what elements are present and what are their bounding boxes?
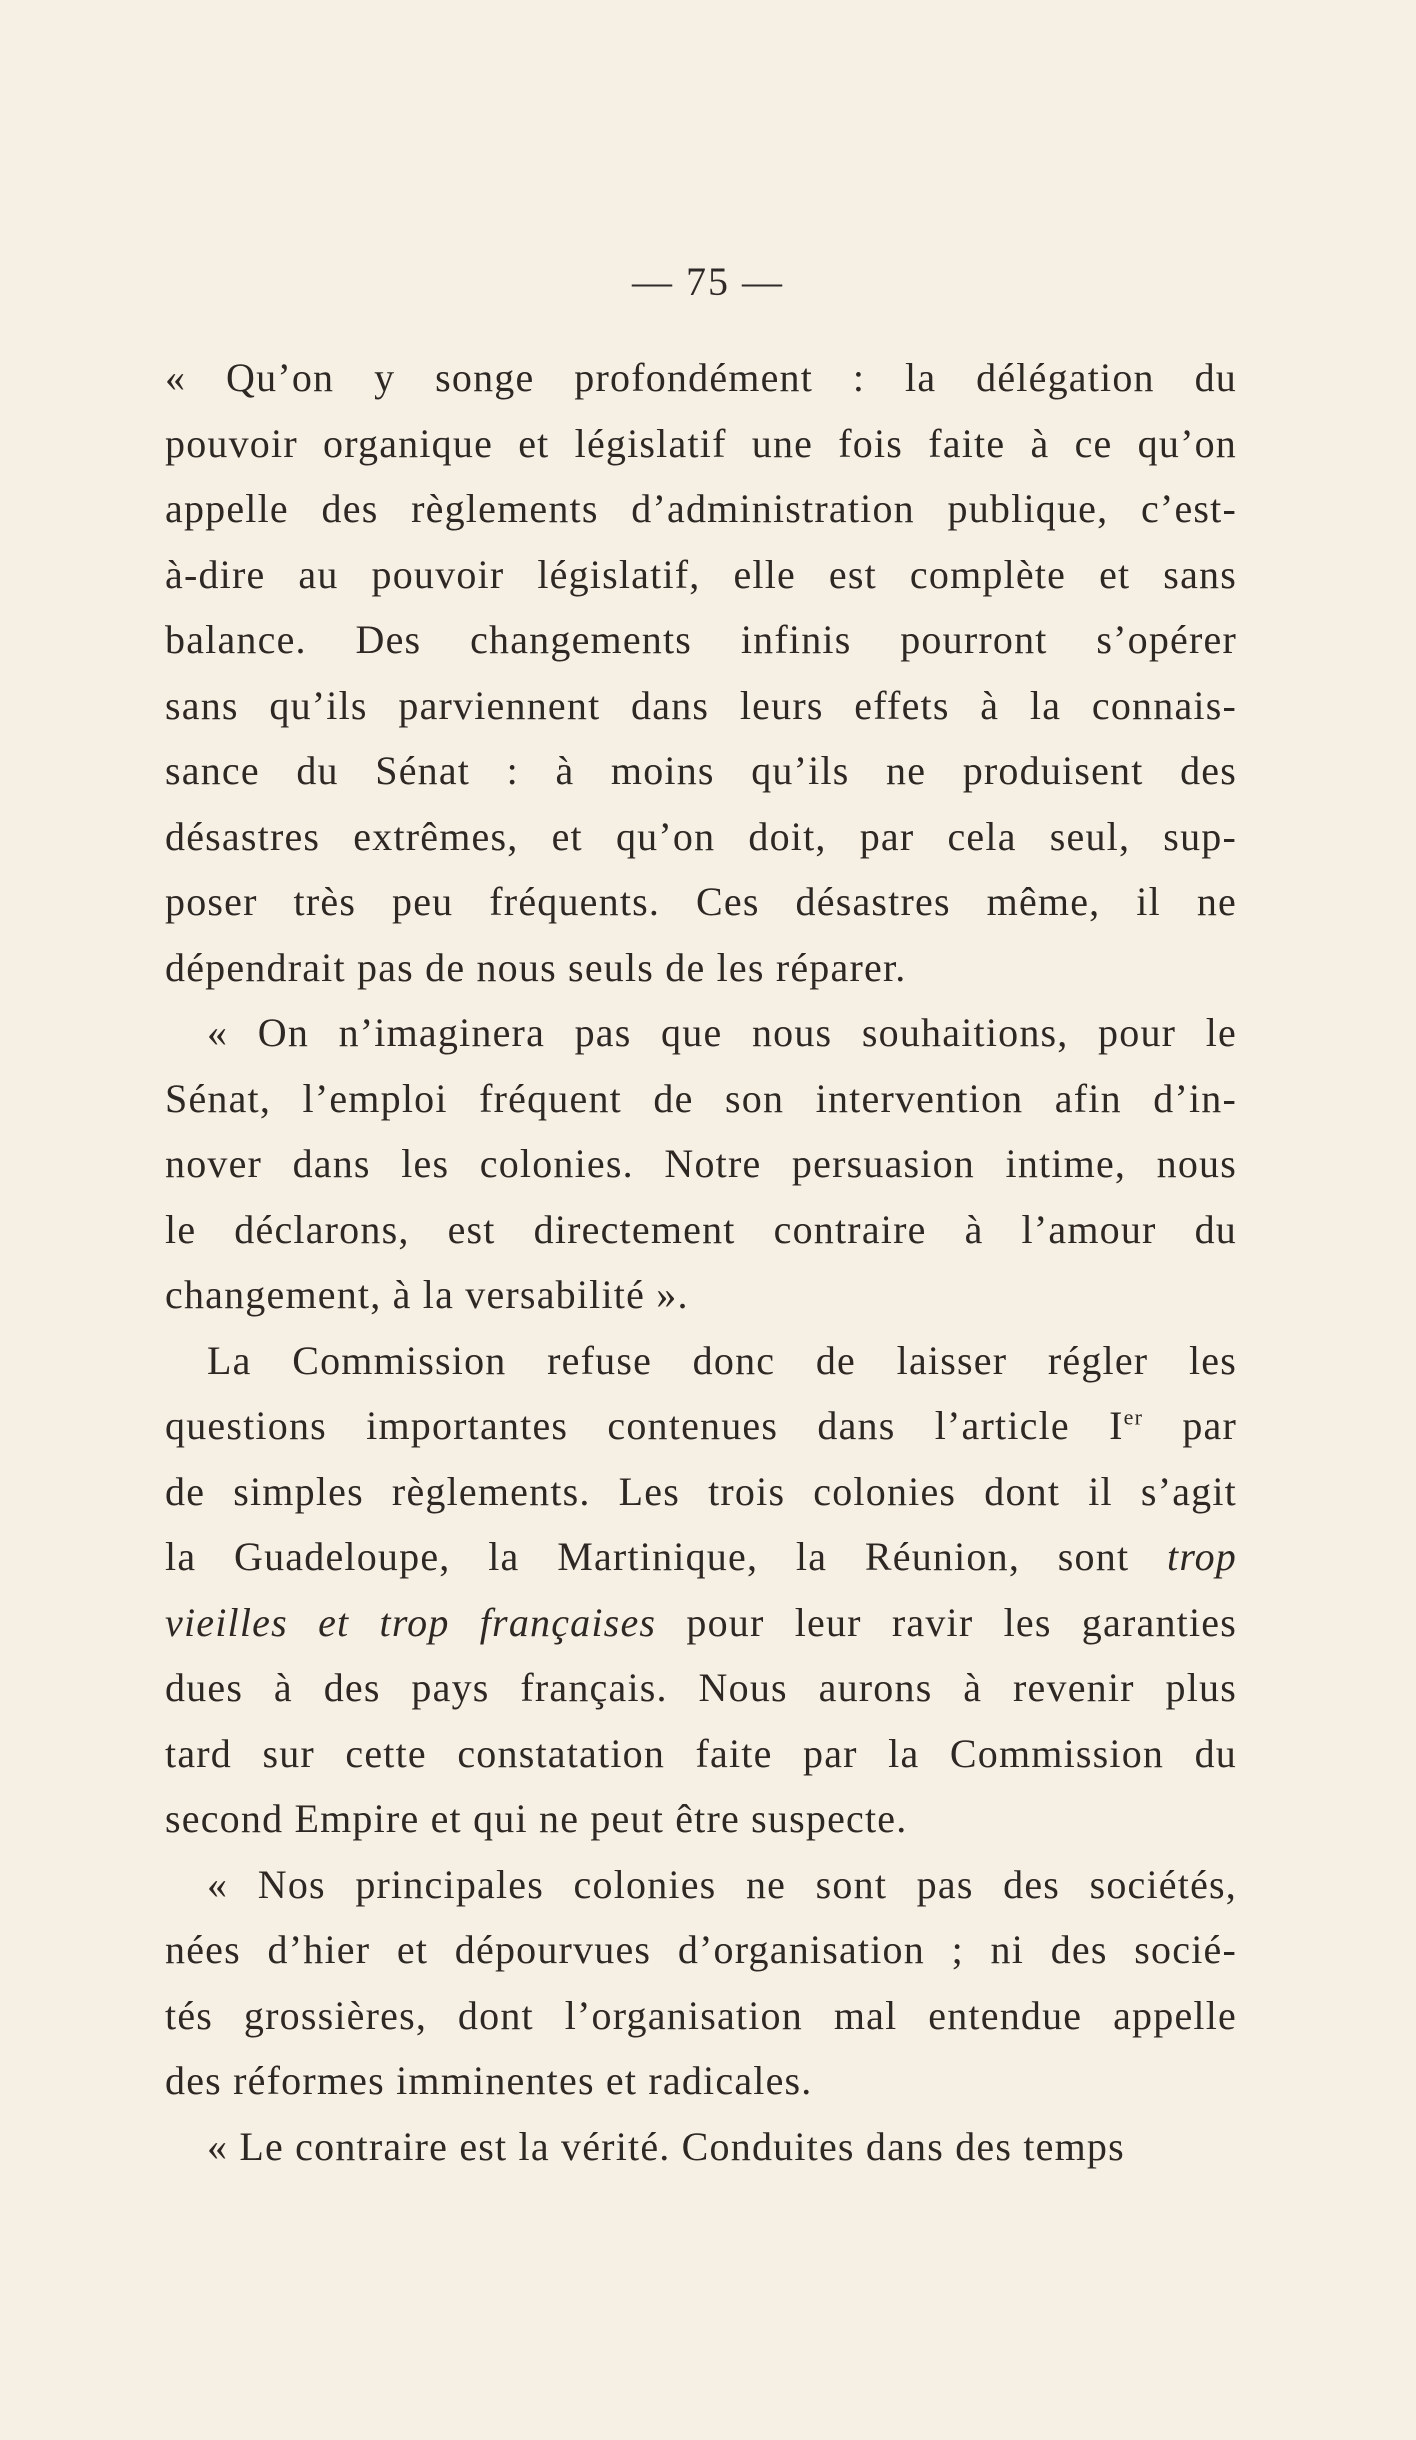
text-line-2: pouvoir organique et législatif une fois faite à ce qu’on bbox=[165, 420, 1237, 466]
text-line-4: à-dire au pouvoir législatif, elle est complète et sans bbox=[165, 551, 1237, 597]
text-line-24: « Nos principales colonies ne sont pas des sociétés, bbox=[207, 1861, 1237, 1907]
text-line-23: second Empire et qui ne peut être suspecte. bbox=[165, 1796, 908, 1841]
text-line-11: « On n’imaginera pas que nous souhaitions, pour le bbox=[207, 1010, 1237, 1055]
text-line-25: nées d’hier et dépourvues d’organisation ; ni des socié- bbox=[165, 1927, 1237, 1972]
text-line-17-end: par bbox=[1143, 1403, 1238, 1448]
text-line-18: de simples règlements. Les trois colonies dont il s’agit bbox=[165, 1468, 1237, 1514]
text-line-27: des réformes imminentes et radicales. bbox=[165, 2058, 813, 2103]
text-line-20-italic: vieilles et trop françaises bbox=[165, 1599, 657, 1645]
text-line-14: le déclarons, est directement contraire à l’amour du bbox=[165, 1206, 1237, 1252]
page-number: — 75 — bbox=[632, 259, 784, 304]
text-line-19 bbox=[165, 1524, 1237, 1590]
text-line-20 bbox=[165, 1590, 1237, 1656]
text-line-6: sans qu’ils parviennent dans leurs effets à la connais- bbox=[165, 682, 1237, 728]
superscript-er: er bbox=[1123, 1404, 1144, 1430]
text-line-12: Sénat, l’emploi fréquent de son intervention afin d’in- bbox=[165, 1075, 1237, 1121]
text-line-26: tés grossières, dont l’organisation mal entendue appelle bbox=[165, 1992, 1237, 2038]
text-line-7: sance du Sénat : à moins qu’ils ne produisent des bbox=[165, 748, 1237, 793]
text-line-16: La Commission refuse donc de laisser régler les bbox=[207, 1337, 1237, 1383]
text-line-19-main: la Guadeloupe, la Martinique, la Réunion, sont bbox=[165, 1534, 1167, 1579]
text-line-9: poser très peu fréquents. Ces désastres même, il ne bbox=[165, 879, 1237, 924]
text-line-10: dépendrait pas de nous seuls de les réparer. bbox=[165, 944, 907, 990]
text-line-1: « Qu’on y songe profondément : la délégation du bbox=[165, 355, 1237, 400]
text-line-15: changement, à la versabilité ». bbox=[165, 1272, 689, 1317]
text-line-19-italic: trop bbox=[1167, 1534, 1237, 1579]
text-line-8: désastres extrêmes, et qu’on doit, par cela seul, sup- bbox=[165, 813, 1237, 859]
text-line-28: « Le contraire est la vérité. Conduites dans des temps bbox=[207, 2123, 1125, 2169]
text-line-5: balance. Des changements infinis pourront s’opérer bbox=[165, 617, 1237, 662]
text-line-22: tard sur cette constatation faite par la Commission du bbox=[165, 1730, 1237, 1776]
body-text bbox=[165, 345, 1237, 2179]
text-line-17-main: questions importantes contenues dans l’article I bbox=[165, 1403, 1124, 1448]
text-line-21: dues à des pays français. Nous aurons à revenir plus bbox=[165, 1665, 1237, 1710]
text-line-3: appelle des règlements d’administration publique, c’est- bbox=[165, 486, 1237, 531]
text-line-20-main: pour leur ravir les garanties bbox=[656, 1599, 1237, 1645]
text-line-13: nover dans les colonies. Notre persuasion intime, nous bbox=[165, 1141, 1237, 1186]
text-line-17 bbox=[165, 1393, 1237, 1459]
